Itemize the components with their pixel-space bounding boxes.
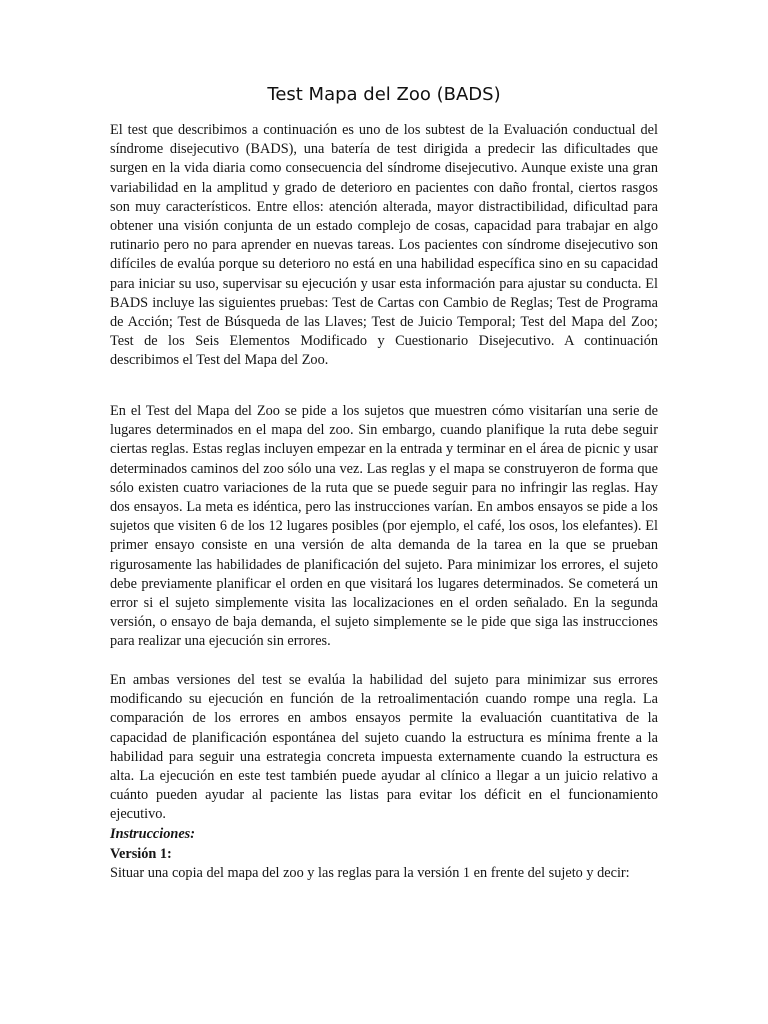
document-title: Test Mapa del Zoo (BADS) [267, 84, 501, 105]
paragraph-test-description: En el Test del Mapa del Zoo se pide a los sujetos que muestren cómo visitarían una serie de lugares determinados en el mapa del zoo. Sin embargo, cuando planifique la ruta debe seguir ciertas reglas. Estas reglas incluyen empezar en la entrada y terminar en el área de picnic y usar determinados caminos del zoo sólo una vez. Las reglas y el mapa se construyeron de forma que sólo existen cuatro variaciones de la ruta que se puede seguir para no infringir las reglas. Hay dos ensayos. La meta es idéntica, pero las instrucciones varían. En ambos ensayos se pide a los sujetos que visiten 6 de los 12 lugares posibles (por ejemplo, el café, los osos, los elefantes). El primer ensayo consiste en una versión de alta demanda de la tarea en la que se prueban rigurosamente las habilidades de planificación del sujeto. Para minimizar los errores, el sujeto debe previamente planificar el orden en que visitará los lugares determinados. Se cometerá un error si el sujeto simplemente visita las localizaciones en el orden señalado. En la segunda versión, o ensayo de baja demanda, el sujeto simplemente se le pide que siga las instrucciones para realizar una ejecución sin errores. [110, 403, 658, 650]
version-1-heading: Versión 1: [110, 846, 172, 862]
version-1-text: Situar una copia del mapa del zoo y las reglas para la versión 1 en frente del sujeto y decir: [110, 865, 630, 881]
instructions-heading: Instrucciones: [110, 826, 195, 842]
paragraph-evaluation: En ambas versiones del test se evalúa la habilidad del sujeto para minimizar sus errores modificando su ejecución en función de la retroalimentación cuando rompe una regla. La comparación de los errores en ambos ensayos permite la evaluación cuantitativa de la capacidad de planificación espontánea del sujeto cuando la estructura es mínima frente a la habilidad para seguir una estrategia concreta impuesta externamente cuando la estructura es alta. La ejecución en este test también puede ayudar al clínico a llegar a un juicio relativo a cuánto pueden ayudar al paciente las listas para evitar los déficit en el funcionamiento ejecutivo. [110, 672, 658, 823]
paragraph-intro: El test que describimos a continuación es uno de los subtest de la Evaluación conductual del síndrome disejecutivo (BADS), una batería de test dirigida a predecir las dificultades que surgen en la vida diaria como consecuencia del síndrome disejecutivo. Aunque existe una gran variabilidad en la amplitud y grado de deterioro en pacientes con daño frontal, ciertos rasgos son muy característicos. Entre ellos: atención alterada, mayor distractibilidad, dificultad para obtener una visión conjunta de un estado complejo de cosas, capacidad para trabajar en algo rutinario pero no para aprender en nuevas tareas. Los pacientes con síndrome disejecutivo son difíciles de evalúa porque su deterioro no está en una habilidad específica sino en su capacidad para iniciar su uso, supervisar su ejecución y usar esta información para ajustar su conducta. El BADS incluye las siguientes pruebas: Test de Cartas con Cambio de Reglas; Test de Programa de Acción; Test de Búsqueda de las Llaves; Test de Juicio Temporal; Test del Mapa del Zoo; Test de los Seis Elementos Modificado y Cuestionario Disejecutivo. A continuación describimos el Test del Mapa del Zoo. [110, 122, 658, 369]
